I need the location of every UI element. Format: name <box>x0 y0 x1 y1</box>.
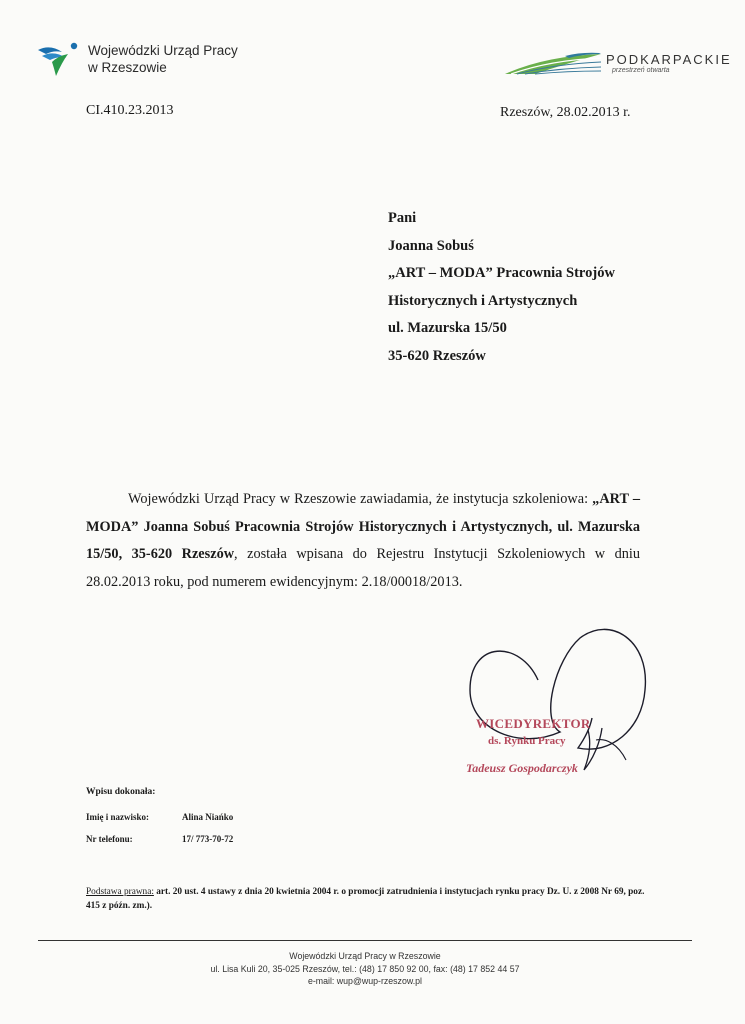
body-text-part1: Wojewódzki Urząd Pracy w Rzeszowie zawiadamia, że instytucja szkoleniowa: <box>128 491 593 507</box>
recipient-line: 35-620 Rzeszów <box>388 347 486 364</box>
stamp-title: WICEDYREKTOR <box>476 716 591 731</box>
entry-phone-value: 17/ 773-70-72 <box>182 834 234 844</box>
entry-header: Wpisu dokonała: <box>86 787 156 797</box>
footer <box>38 950 692 988</box>
legal-basis-text: art. 20 ust. 4 ustawy z dnia 20 kwietnia 2004 r. o promocji zatrudnienia i instytucjach rynku pracy Dz. U. z 2008 Nr 69, poz. 415 z późn. zm.). <box>86 887 645 911</box>
footer-line: ul. Lisa Kuli 20, 35-025 Rzeszów, tel.: (48) 17 850 92 00, fax: (48) 17 852 44 57 <box>210 963 520 974</box>
wup-name <box>88 42 238 76</box>
body-text-institution: „ART – MODA” Joanna Sobuś Pracownia Strojów Historycznych i Artystycznych, ul. Mazurska 15/50, 35-620 Rzeszów <box>86 491 641 562</box>
place-date: Rzeszów, 28.02.2013 r. <box>500 105 631 120</box>
footer-divider <box>38 940 692 941</box>
reference-number: CI.410.23.2013 <box>86 103 174 118</box>
legal-basis-label: Podstawa prawna: <box>86 887 154 897</box>
recipient-line: „ART – MODA” Pracownia Strojów <box>388 265 615 281</box>
letter-body <box>86 486 640 596</box>
legal-basis <box>86 885 646 913</box>
recipient-line: Pani <box>388 210 417 226</box>
podkarpackie-slogan: przestrzeń otwarta <box>612 67 670 74</box>
recipient-line: ul. Mazurska 15/50 <box>388 320 507 336</box>
podkarpackie-hills-logo-icon <box>505 50 605 76</box>
entry-phone-label: Nr telefonu: <box>86 834 133 844</box>
stamp-department: ds. Rynku Pracy <box>488 735 566 747</box>
wup-name-line2: w Rzeszowie <box>88 60 167 75</box>
entry-name-value: Alina Niańko <box>182 812 234 822</box>
recipient-line: Joanna Sobuś <box>388 237 474 254</box>
footer-line: e-mail: wup@wup-rzeszow.pl <box>307 976 423 986</box>
body-paragraph <box>86 486 640 596</box>
wup-name-line1: Wojewódzki Urząd Pracy <box>88 43 238 58</box>
footer-line: Wojewódzki Urząd Pracy w Rzeszowie <box>289 951 441 961</box>
recipient-line: Historycznych i Artystycznych <box>388 292 578 309</box>
recipient-address <box>388 205 615 370</box>
stamp-name: Tadeusz Gospodarczyk <box>466 761 578 775</box>
body-text-part3: , została wpisana do Rejestru Instytucji Szkoleniowych w dniu 28.02.2013 roku, pod numerem ewidencyjnym: 2.18/00018/2013. <box>86 546 640 590</box>
wup-bird-logo-icon <box>32 36 82 80</box>
entry-name-label: Imię i nazwisko: <box>86 812 149 822</box>
podkarpackie-name: PODKARPACKIE <box>606 52 732 67</box>
